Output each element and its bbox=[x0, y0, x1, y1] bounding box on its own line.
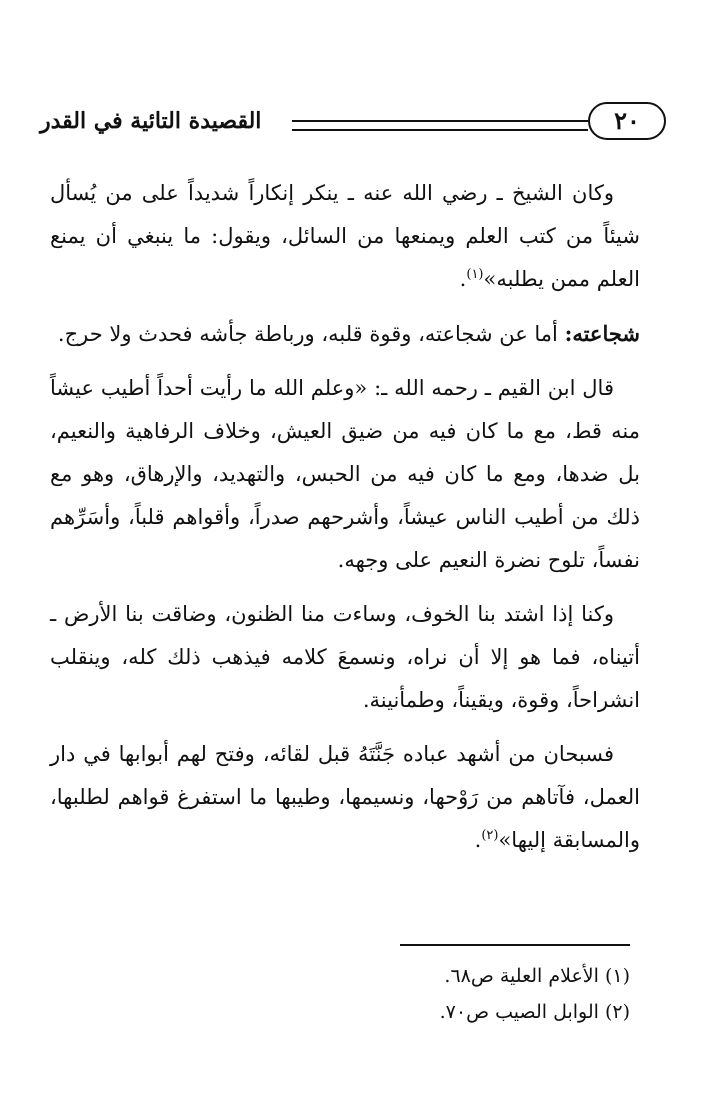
footnote: (٢) الوابل الصيب ص٧٠. bbox=[439, 1001, 630, 1023]
footnotes bbox=[330, 958, 630, 1030]
paragraph-text: فسبحان من أشهد عباده جَنَّتَهُ قبل لقائه، وفتح لهم أبوابها في دار العمل، فآتاهم من رَوْحها، ونسيمها، وطيبها ما استفرغ قواهم لطلبها، والمسابقة إليها» bbox=[50, 742, 640, 852]
main-text bbox=[50, 172, 640, 873]
paragraph: قال ابن القيم ـ رحمه الله ـ: «وعلم الله ما رأيت أحداً أطيب عيشاً منه قط، مع ما كان فيه من ضيق العيش، وخلاف الرفاهية والنعيم، بل ضدها، ومع ما كان فيه من الحبس، والتهديد، والإرهاق، وهو مع ذلك من أطيب الناس عيشاً، وأشرحهم صدراً، وأقواهم قلباً، وأسَرِّهم نفساً، تلوح نضرة النعيم على وجهه. bbox=[50, 376, 640, 572]
paragraph: وكنا إذا اشتد بنا الخوف، وساءت منا الظنون، وضاقت بنا الأرض ـ أتيناه، فما هو إلا أن نراه، ونسمعَ كلامه فيذهب ذلك كله، وينقلب انشراحاً، وقوة، ويقيناً، وطمأنينة. bbox=[50, 602, 640, 712]
paragraph-text: وكان الشيخ ـ رضي الله عنه ـ ينكر إنكاراً شديداً على من يُسأل شيئاً من كتب العلم ويمنعها من السائل، ويقول: ما ينبغي أن يمنع العلم ممن يطلبه» bbox=[50, 181, 640, 291]
paragraph bbox=[50, 172, 640, 301]
paragraph bbox=[50, 733, 640, 862]
page-header bbox=[40, 100, 660, 146]
footnote-reference: (١) bbox=[466, 267, 484, 282]
paragraph-text: أما عن شجاعته، وقوة قلبه، ورباطة جأشه فحدث ولا حرج. bbox=[57, 322, 565, 346]
section-term: شجاعته: bbox=[564, 321, 640, 346]
footnote-reference: (٢) bbox=[481, 828, 499, 843]
paragraph bbox=[50, 312, 640, 356]
page-number: ٢٠ bbox=[588, 102, 666, 140]
running-title: القصيدة التائية في القدر bbox=[40, 108, 262, 134]
footnote: (١) الأعلام العلية ص٦٨. bbox=[444, 965, 630, 987]
footnote-divider bbox=[400, 944, 630, 946]
header-rule bbox=[292, 120, 588, 131]
paragraph-end: . bbox=[459, 267, 467, 291]
paragraph-end: . bbox=[474, 828, 482, 852]
